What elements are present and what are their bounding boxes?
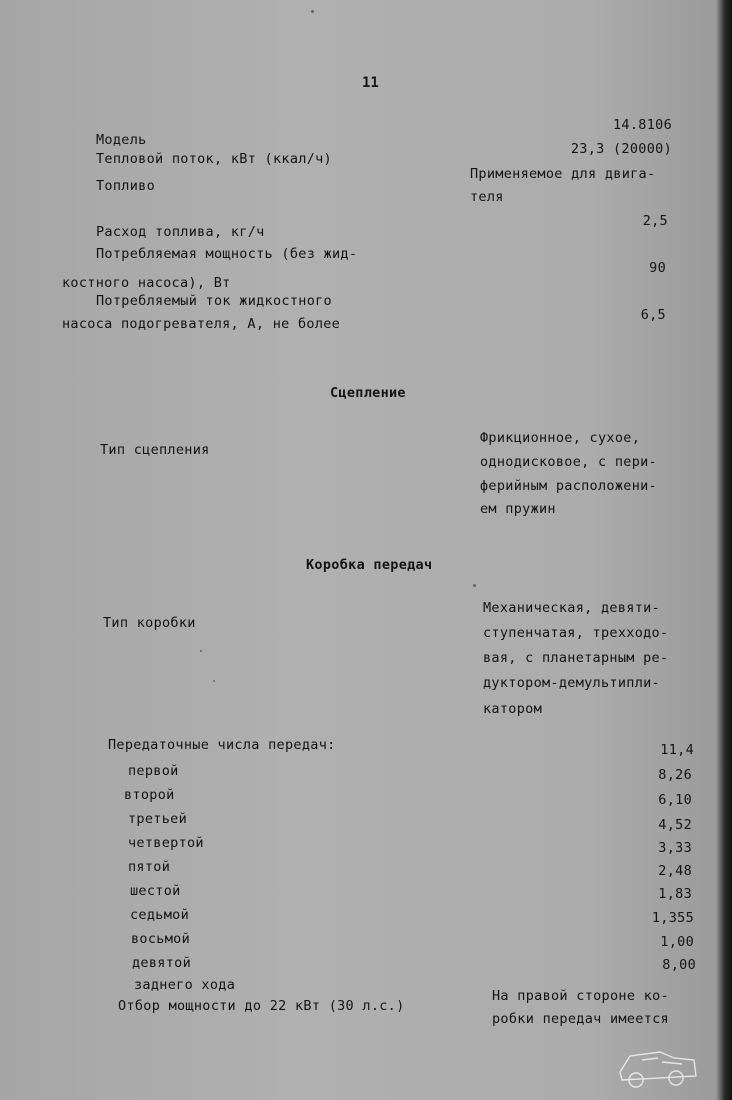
gear-name: четвертой — [128, 835, 204, 851]
scan-speck — [213, 680, 215, 682]
gearbox-type-value-1: Механическая, девяти- — [483, 600, 660, 616]
gear-ratio-value: 2,48 — [658, 863, 692, 879]
gear-ratio-value: 1,00 — [660, 934, 694, 950]
gear-name: пятой — [128, 859, 171, 875]
clutch-type-value-1: Фрикционное, сухое, — [480, 430, 641, 446]
gear-ratios-label: Передаточные числа передач: — [108, 737, 336, 753]
clutch-type-value-4: ем пружин — [480, 501, 556, 517]
gear-name: второй — [124, 787, 175, 803]
pto-value-line2: робки передач имеется — [492, 1011, 669, 1027]
model-value: 14.8106 — [613, 117, 672, 133]
consumption-label: Расход топлива, кг/ч — [96, 224, 265, 240]
gear-name: третьей — [128, 811, 187, 827]
gear-ratio-value: 3,33 — [658, 840, 692, 856]
heat-flow-label: Тепловой поток, кВт (ккал/ч) — [96, 151, 332, 167]
gear-ratio-value: 1,355 — [651, 910, 694, 926]
gearbox-type-label: Тип коробки — [103, 615, 196, 631]
gear-name: девятой — [132, 955, 191, 971]
consumption-value: 2,5 — [642, 213, 668, 229]
clutch-type-value-3: ферийным расположени- — [480, 478, 657, 494]
gear-ratio-value: 6,10 — [658, 792, 692, 808]
gear-name: восьмой — [131, 931, 190, 947]
gear-ratio-value: 8,00 — [662, 957, 696, 973]
page-number: 11 — [362, 75, 379, 91]
current-value: 6,5 — [640, 307, 666, 323]
gear-ratio-value: 8,26 — [658, 767, 692, 783]
current-label-line1: Потребляемый ток жидкостного — [96, 293, 332, 309]
scan-speck — [473, 584, 476, 587]
gear-name: заднего хода — [134, 977, 236, 993]
power-label-line2: костного насоса), Вт — [62, 275, 231, 291]
clutch-heading: Сцепление — [330, 385, 406, 401]
power-label-line1: Потребляемая мощность (без жид- — [96, 246, 358, 262]
clutch-type-value-2: однодисковое, с пери- — [480, 454, 657, 470]
gearbox-type-value-3: вая, с планетарным ре- — [483, 650, 669, 666]
fuel-value-line2: теля — [470, 189, 504, 205]
fuel-label: Топливо — [96, 178, 155, 194]
heat-flow-value: 23,3 (20000) — [570, 141, 672, 157]
gearbox-heading: Коробка передач — [306, 557, 433, 573]
scan-speck — [200, 650, 202, 652]
gear-ratio-value: 1,83 — [658, 886, 692, 902]
model-label: Модель — [96, 132, 147, 148]
pto-value-line1: На правой стороне ко- — [492, 988, 669, 1004]
gearbox-type-value-5: катором — [483, 701, 542, 717]
scan-speck — [311, 10, 314, 13]
gear-name: первой — [128, 763, 179, 779]
gearbox-type-value-4: дуктором-демультипли- — [483, 675, 660, 691]
truck-stamp-icon — [612, 1040, 702, 1092]
current-label-line2: насоса подогревателя, А, не более — [62, 316, 341, 332]
pto-label: Отбор мощности до 22 кВт (30 л.с.) — [118, 998, 405, 1014]
clutch-type-label: Тип сцепления — [100, 442, 210, 458]
power-value: 90 — [649, 260, 666, 276]
gear-ratio-value: 11,4 — [660, 742, 694, 758]
gear-ratio-value: 4,52 — [658, 817, 692, 833]
gear-name: шестой — [130, 883, 181, 899]
gearbox-type-value-2: ступенчатая, трехходо- — [483, 625, 669, 641]
gear-name: седьмой — [130, 907, 189, 923]
fuel-value-line1: Применяемое для двига- — [470, 166, 656, 182]
page-edge-shadow — [716, 0, 732, 1100]
